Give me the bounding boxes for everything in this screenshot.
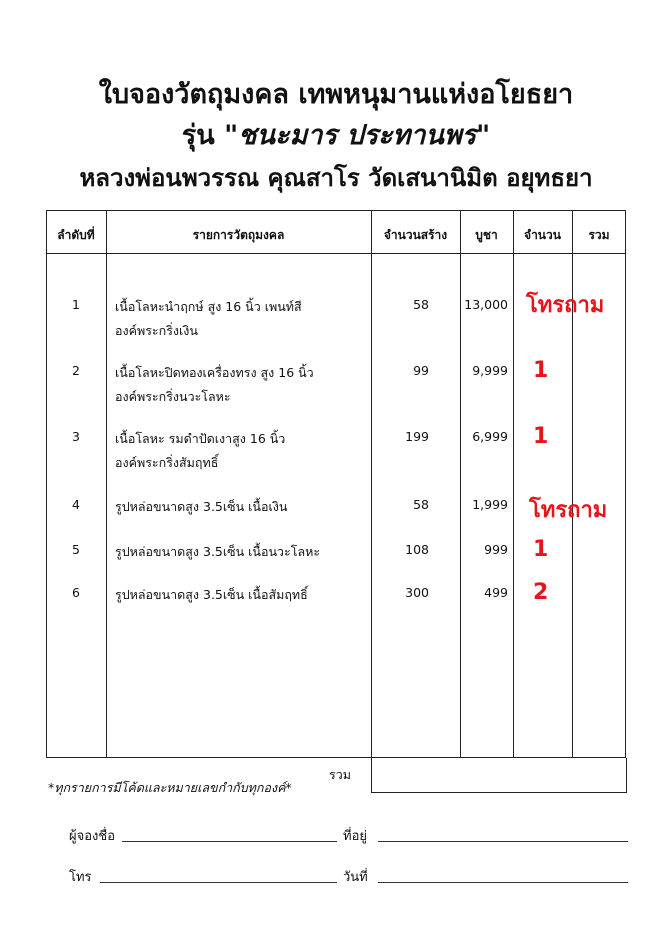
- name-field[interactable]: [122, 841, 337, 842]
- address-label: ที่อยู่: [343, 829, 367, 844]
- row-3-item-line2: องค์พระกริ่งสัมฤทธิ์: [115, 455, 219, 470]
- title-line-3: หลวงพ่อนพวรรณ คุณสาโร วัดเสนานิมิต อยุทธยา: [79, 164, 593, 192]
- row-4-made: 58: [413, 497, 429, 512]
- sum-box-right: [626, 758, 627, 792]
- row-5-item-line1: รูปหล่อขนาดสูง 3.5เซ็น เนื้อนวะโลหะ: [115, 544, 321, 559]
- model-name: "ชนะมาร ประทานพร": [224, 120, 491, 151]
- row-6-made: 300: [405, 585, 429, 600]
- row-4-price: 1,999: [472, 497, 508, 512]
- row-3-price: 6,999: [472, 429, 508, 444]
- row-5-qty: 1: [533, 537, 549, 562]
- row-3-qty: 1: [533, 424, 549, 449]
- row-2-item-line2: องค์พระกริ่งนวะโลหะ: [115, 389, 231, 404]
- row-4-qty: โทรถาม: [529, 498, 608, 523]
- row-6-price: 499: [484, 585, 508, 600]
- header-made: จำนวนสร้าง: [383, 228, 448, 242]
- footnote: *ทุกรายการมีโค้ดและหมายเลขกำกับทุกองค์*: [48, 780, 292, 795]
- row-1-made: 58: [413, 297, 429, 312]
- title-line-1: ใบจองวัตถุมงคล เทพหนุมานแห่งอโยธยา: [98, 79, 574, 110]
- row-6-no: 6: [72, 585, 80, 600]
- row-1-item-line2: องค์พระกริ่งเงิน: [115, 323, 198, 338]
- row-1-no: 1: [72, 297, 80, 312]
- date-field[interactable]: [378, 882, 628, 883]
- row-3-item-line1: เนื้อโลหะ รมดำปัดเงาสูง 16 นิ้ว: [115, 431, 286, 446]
- phone-label: โทร: [69, 870, 92, 885]
- sum-label: รวม: [329, 767, 351, 782]
- row-4-item-line1: รูปหล่อขนาดสูง 3.5เซ็น เนื้อเงิน: [115, 499, 288, 514]
- row-5-price: 999: [484, 542, 508, 557]
- row-2-no: 2: [72, 363, 80, 378]
- row-5-no: 5: [72, 542, 80, 557]
- row-4-no: 4: [72, 497, 80, 512]
- row-3-made: 199: [405, 429, 429, 444]
- title-prefix: รุ่น: [181, 120, 225, 151]
- row-6-item-line1: รูปหล่อขนาดสูง 3.5เซ็น เนื้อสัมฤทธิ์: [115, 587, 308, 602]
- col-divider-4: [513, 210, 514, 758]
- row-2-item-line1: เนื้อโลหะปิดทองเครื่องทรง สูง 16 นิ้ว: [115, 365, 314, 380]
- address-field[interactable]: [378, 841, 628, 842]
- name-label: ผู้จองชื่อ: [69, 829, 116, 844]
- row-5-made: 108: [405, 542, 429, 557]
- row-2-qty: 1: [533, 358, 549, 383]
- header-total: รวม: [588, 228, 610, 242]
- header-separator: [46, 253, 626, 254]
- row-1-price: 13,000: [464, 297, 508, 312]
- col-divider-1: [106, 210, 107, 758]
- header-qty: จำนวน: [524, 228, 561, 242]
- row-1-qty: โทรถาม: [526, 293, 605, 318]
- header-no: ลำดับที่: [57, 228, 95, 242]
- header-item: รายการวัตถุมงคล: [192, 228, 285, 242]
- row-1-item-line1: เนื้อโลหะนำฤกษ์ สูง 16 นิ้ว เพนท์สี: [115, 299, 302, 314]
- date-label: วันที่: [343, 870, 368, 885]
- row-2-made: 99: [413, 363, 429, 378]
- col-divider-3: [460, 210, 461, 758]
- row-3-no: 3: [72, 429, 80, 444]
- row-6-qty: 2: [533, 580, 549, 605]
- title-line-2: [0, 113, 672, 156]
- sum-box-bottom: [371, 792, 627, 793]
- row-2-price: 9,999: [472, 363, 508, 378]
- header-price: บูชา: [475, 228, 498, 242]
- phone-field[interactable]: [100, 882, 337, 883]
